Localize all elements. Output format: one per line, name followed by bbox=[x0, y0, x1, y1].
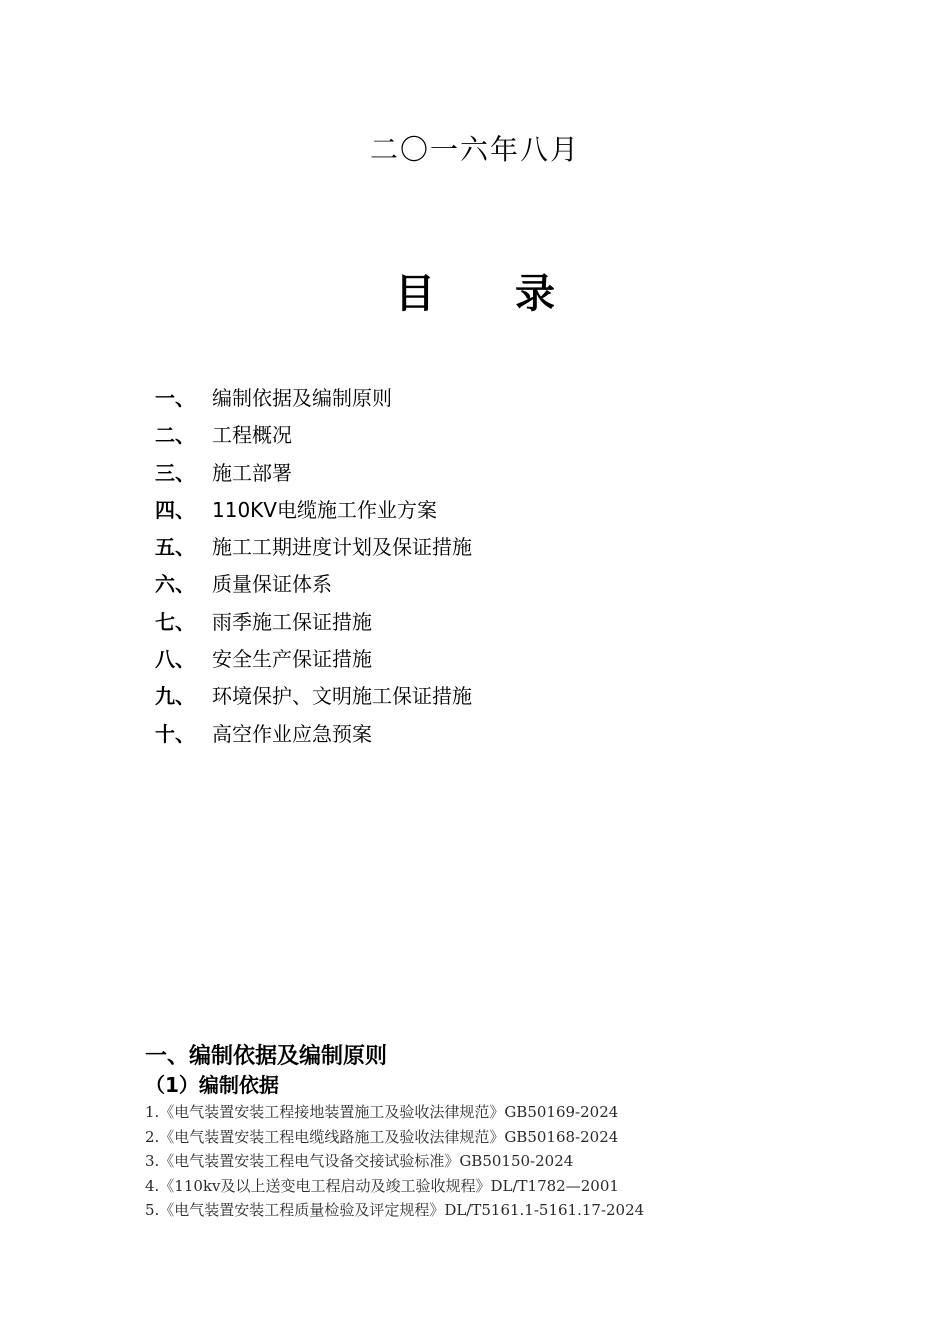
toc-item-number: 八、 bbox=[155, 647, 195, 672]
toc-item bbox=[155, 604, 472, 641]
toc-item-number: 五、 bbox=[155, 535, 195, 560]
toc-title-left: 目 bbox=[395, 271, 435, 317]
toc-item-text: 110KV电缆施工作业方案 bbox=[212, 497, 437, 522]
toc-item bbox=[155, 417, 472, 454]
document-date: 二〇一六年八月 bbox=[369, 133, 580, 166]
reference-item: 3.《电气装置安装工程电气设备交接试验标准》GB50150-2024 bbox=[145, 1152, 574, 1170]
toc-item-text: 雨季施工保证措施 bbox=[212, 609, 372, 634]
reference-item: 2.《电气装置安装工程电缆线路施工及验收法律规范》GB50168-2024 bbox=[145, 1127, 619, 1146]
toc-list bbox=[155, 380, 472, 753]
toc-item bbox=[155, 566, 472, 603]
toc-item bbox=[155, 455, 472, 492]
section-heading: 一、编制依据及编制原则 bbox=[145, 1044, 388, 1069]
toc-item-text: 安全生产保证措施 bbox=[212, 647, 372, 672]
toc-item-number: 一、 bbox=[155, 386, 195, 410]
toc-item bbox=[155, 492, 472, 529]
toc-item-number: 七、 bbox=[155, 609, 195, 634]
toc-item-number: 六、 bbox=[155, 572, 195, 597]
toc-item-number: 九、 bbox=[155, 684, 195, 709]
toc-item bbox=[155, 529, 472, 566]
toc-title bbox=[0, 262, 950, 319]
toc-item-text: 工程概况 bbox=[212, 423, 292, 448]
section-subheading: （1）编制依据 bbox=[145, 1073, 279, 1097]
toc-item bbox=[155, 716, 472, 753]
toc-item bbox=[155, 380, 472, 417]
toc-item-number: 四、 bbox=[155, 497, 195, 522]
toc-title-right: 录 bbox=[515, 271, 555, 317]
reference-item: 4.《110kv及以上送变电工程启动及竣工验收规程》DL/T1782—2001 bbox=[145, 1176, 619, 1195]
toc-item-text: 质量保证体系 bbox=[212, 572, 332, 597]
reference-item: 1.《电气装置安装工程接地装置施工及验收法律规范》GB50169-2024 bbox=[145, 1103, 619, 1121]
toc-item-text: 高空作业应急预案 bbox=[212, 721, 372, 746]
toc-item-number: 十、 bbox=[155, 721, 195, 746]
section-basis bbox=[145, 1042, 925, 1223]
toc-item-text: 编制依据及编制原则 bbox=[212, 386, 392, 410]
reference-item: 5.《电气装置安装工程质量检验及评定规程》DL/T5161.1-5161.17-2024 bbox=[145, 1201, 645, 1219]
toc-item-text: 环境保护、文明施工保证措施 bbox=[212, 684, 472, 709]
reference-list bbox=[145, 1100, 925, 1223]
toc-item-number: 三、 bbox=[155, 460, 195, 485]
toc-item-text: 施工工期进度计划及保证措施 bbox=[212, 535, 472, 560]
toc-item-text: 施工部署 bbox=[212, 460, 292, 485]
toc-item bbox=[155, 678, 472, 715]
toc-item bbox=[155, 641, 472, 678]
toc-item-number: 二、 bbox=[155, 423, 195, 448]
